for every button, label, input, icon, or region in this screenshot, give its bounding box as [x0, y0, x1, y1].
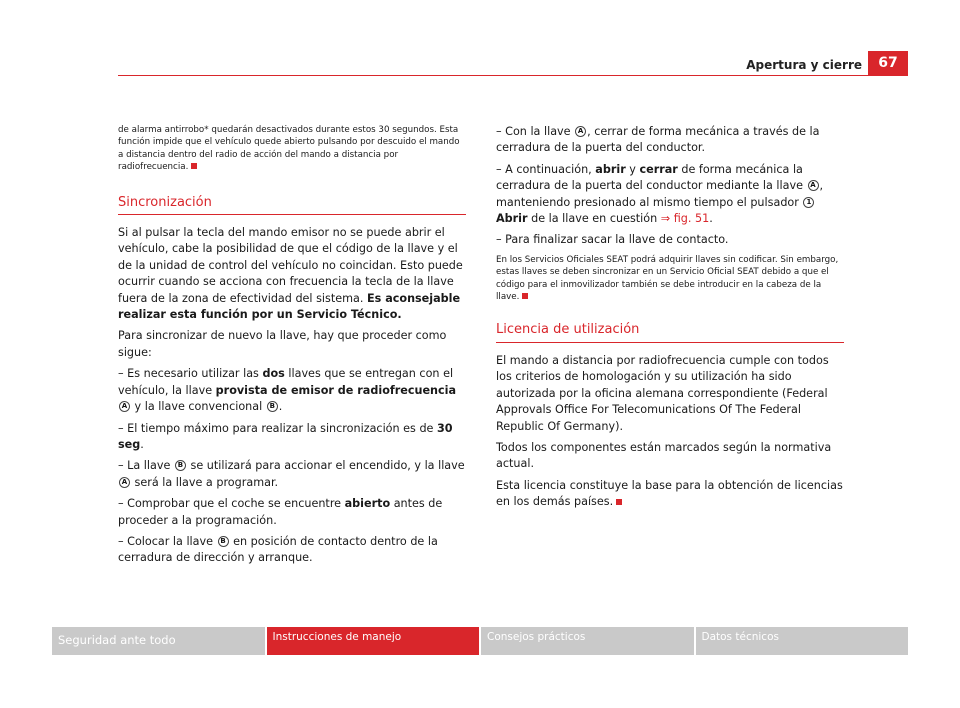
intro-paragraph: de alarma antirrobo* quedarán desactivados durante estos 30 segundos. Esta función impide que el vehículo quede abierto pulsando por descuido el mando a distancia dentro del radio de acción del mando a distancia por radiofrecuencia.: [118, 125, 460, 173]
page-number-box: 67: [868, 51, 908, 76]
button-1-badge-icon: 1: [803, 197, 814, 208]
key-b-badge-icon: B: [267, 401, 278, 412]
key-b-badge-icon: B: [218, 536, 229, 547]
footer-tab-datos[interactable]: Datos técnicos: [696, 627, 909, 655]
end-mark-icon: [522, 293, 528, 299]
figure-reference-link[interactable]: ⇒ fig. 51: [660, 212, 710, 226]
key-a-badge-icon: A: [119, 477, 130, 488]
sync-step-4: – Comprobar que el coche se encuentre abierto antes de proceder a la programación.: [118, 497, 443, 527]
section-heading-licencia: Licencia de utilización: [496, 322, 844, 342]
key-b-badge-icon: B: [175, 460, 186, 471]
left-column: [118, 124, 466, 572]
footer-tab-seguridad[interactable]: Seguridad ante todo: [52, 627, 265, 655]
sync-step-7: – A continuación, abrir y cerrar de forma mecánica la cerradura de la puerta del conductor mediante la llave A , manteniendo presionado al mismo tiempo el pulsador 1 Abrir de la llave en cuestión ⇒ fig. 51.: [496, 162, 824, 226]
sync-step-8: – Para finalizar sacar la llave de contacto.: [496, 233, 729, 247]
header-rule: [118, 75, 868, 76]
footer-tab-instrucciones[interactable]: Instrucciones de manejo: [267, 627, 480, 655]
sync-step-3: – La llave B se utilizará para accionar el encendido, y la llave A será la llave a programar.: [118, 459, 465, 489]
note-paragraph: En los Servicios Oficiales SEAT podrá adquirir llaves sin codificar. Sin embargo, estas llaves se deben sincronizar en un Servicio Oficial SEAT debido a que el código para el inmovilizador también se debe introducir en la cabeza de la llave.: [496, 254, 839, 303]
license-paragraph-3: Esta licencia constituye la base para la obtención de licencias en los demás países.: [496, 478, 843, 509]
end-mark-icon: [616, 499, 622, 505]
sync-step-5: – Colocar la llave B en posición de contacto dentro de la cerradura de dirección y arranque.: [118, 534, 438, 565]
key-a-badge-icon: A: [119, 401, 130, 412]
sync-paragraph-1: Si al pulsar la tecla del mando emisor no se puede abrir el vehículo, cabe la posibilidad de que el código de la llave y el de la unidad de control del vehículo no coincidan. Esto puede ocurrir cuando se acciona con frecuencia la tecla de la llave fuera de la zona de efectividad del sistema. Es aconsejable realizar esta función por un Servicio Técnico.: [118, 226, 463, 322]
sync-step-1: – Es necesario utilizar las dos llaves que se entregan con el vehículo, la llave provista de emisor de radiofrecuenciaA y la llave convencional B .: [118, 367, 457, 414]
sync-step-6: – Con la llave A , cerrar de forma mecánica a través de la cerradura de la puerta del conductor.: [496, 125, 820, 155]
section-heading-sincronizacion: Sincronización: [118, 195, 466, 215]
key-a-badge-icon: A: [808, 180, 819, 191]
chapter-footer-nav: [52, 627, 908, 655]
license-paragraph-1: El mando a distancia por radiofrecuencia cumple con todos los criterios de homologación y su utilización ha sido autorizada por la oficina alemana correspondiente (Federal Approvals Office For Telecomunications Of The Federal Republic Of Germany).: [496, 353, 829, 433]
end-mark-icon: [191, 163, 197, 169]
footer-tab-consejos[interactable]: Consejos prácticos: [481, 627, 694, 655]
license-paragraph-2: Todos los componentes están marcados según la normativa actual.: [496, 440, 832, 471]
sync-paragraph-2: Para sincronizar de nuevo la llave, hay que proceder como sigue:: [118, 329, 447, 359]
sync-step-2: – El tiempo máximo para realizar la sincronización es de 30 seg.: [118, 421, 453, 451]
right-column: [496, 124, 844, 516]
running-header-title: Apertura y cierre: [746, 58, 862, 72]
key-a-badge-icon: A: [575, 126, 586, 137]
